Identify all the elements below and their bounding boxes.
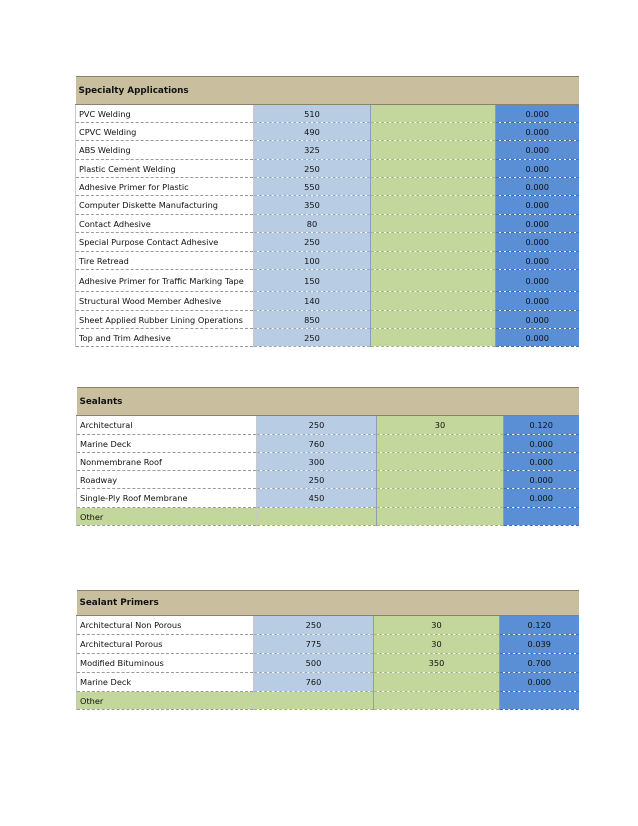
value-cell-3: 0.120 — [504, 416, 579, 435]
value-cell-1 — [257, 508, 377, 526]
value-cell-1: 490 — [254, 123, 371, 141]
value-cell-2: 350 — [374, 654, 500, 673]
value-cell-1: 775 — [254, 635, 374, 654]
value-cell-3: 0.000 — [496, 196, 579, 215]
value-cell-2 — [377, 489, 504, 508]
specialty-applications-table — [75, 76, 579, 347]
value-cell-1 — [254, 692, 374, 710]
value-cell-1: 350 — [254, 196, 371, 215]
value-cell-2 — [374, 692, 500, 710]
row-label: Roadway — [77, 471, 257, 489]
table-row — [76, 270, 579, 292]
value-cell-1: 850 — [254, 311, 371, 329]
value-cell-3 — [500, 692, 579, 710]
value-cell-2 — [371, 123, 496, 141]
row-label: Contact Adhesive — [76, 215, 254, 233]
row-label: PVC Welding — [76, 105, 254, 123]
table-row — [77, 673, 579, 692]
value-cell-3: 0.000 — [496, 123, 579, 141]
value-cell-2 — [377, 435, 504, 453]
sealants-table — [76, 387, 579, 526]
value-cell-3: 0.000 — [504, 471, 579, 489]
value-cell-3 — [504, 508, 579, 526]
value-cell-1: 510 — [254, 105, 371, 123]
table-row — [77, 616, 579, 635]
row-label: Architectural — [77, 416, 257, 435]
value-cell-1: 760 — [254, 673, 374, 692]
row-label: Adhesive Primer for Plastic — [76, 178, 254, 196]
value-cell-2 — [377, 508, 504, 526]
table-row — [77, 654, 579, 673]
value-cell-1: 500 — [254, 654, 374, 673]
row-label: Marine Deck — [77, 435, 257, 453]
section-header — [77, 591, 579, 616]
value-cell-3: 0.000 — [500, 673, 579, 692]
value-cell-3: 0.120 — [500, 616, 579, 635]
row-label: Adhesive Primer for Traffic Marking Tape — [76, 270, 254, 292]
table-row — [76, 141, 579, 160]
row-label: Nonmembrane Roof — [77, 453, 257, 471]
table-row — [77, 635, 579, 654]
row-label: Structural Wood Member Adhesive — [76, 292, 254, 311]
value-cell-3: 0.000 — [496, 252, 579, 270]
value-cell-3: 0.000 — [496, 292, 579, 311]
value-cell-3: 0.000 — [496, 233, 579, 252]
row-label: Tire Retread — [76, 252, 254, 270]
table-row — [76, 233, 579, 252]
value-cell-1: 325 — [254, 141, 371, 160]
value-cell-2 — [371, 141, 496, 160]
value-cell-2 — [371, 196, 496, 215]
value-cell-2 — [371, 105, 496, 123]
table-row — [77, 416, 579, 435]
value-cell-2 — [374, 673, 500, 692]
value-cell-2 — [371, 178, 496, 196]
row-label: Special Purpose Contact Adhesive — [76, 233, 254, 252]
value-cell-3: 0.000 — [504, 453, 579, 471]
value-cell-2: 30 — [374, 635, 500, 654]
section-header — [77, 388, 579, 416]
table-row — [77, 508, 579, 526]
value-cell-2 — [371, 215, 496, 233]
value-cell-1: 250 — [254, 160, 371, 178]
table-row — [76, 178, 579, 196]
value-cell-1: 250 — [254, 616, 374, 635]
value-cell-2 — [371, 252, 496, 270]
value-cell-3: 0.000 — [496, 311, 579, 329]
value-cell-2 — [371, 270, 496, 292]
row-label: CPVC Welding — [76, 123, 254, 141]
value-cell-3: 0.000 — [504, 435, 579, 453]
value-cell-1: 760 — [257, 435, 377, 453]
section-title: Sealants — [77, 388, 579, 416]
value-cell-1: 80 — [254, 215, 371, 233]
value-cell-3: 0.700 — [500, 654, 579, 673]
value-cell-2 — [371, 160, 496, 178]
value-cell-1: 250 — [254, 329, 371, 347]
table-row — [77, 435, 579, 453]
table-row — [76, 329, 579, 347]
value-cell-3: 0.000 — [496, 329, 579, 347]
value-cell-1: 140 — [254, 292, 371, 311]
table-row — [77, 471, 579, 489]
value-cell-3: 0.000 — [496, 270, 579, 292]
value-cell-2 — [377, 471, 504, 489]
row-label: Computer Diskette Manufacturing — [76, 196, 254, 215]
table-row — [77, 692, 579, 710]
table-row — [76, 105, 579, 123]
value-cell-2 — [371, 329, 496, 347]
value-cell-1: 150 — [254, 270, 371, 292]
value-cell-2 — [377, 453, 504, 471]
value-cell-1: 250 — [254, 233, 371, 252]
value-cell-3: 0.000 — [496, 105, 579, 123]
value-cell-2: 30 — [374, 616, 500, 635]
row-label: Architectural Porous — [77, 635, 254, 654]
section-title: Specialty Applications — [76, 77, 579, 105]
value-cell-3: 0.000 — [496, 215, 579, 233]
value-cell-1: 550 — [254, 178, 371, 196]
sealant-primers-table — [76, 590, 579, 710]
row-label: Modified Bituminous — [77, 654, 254, 673]
value-cell-2 — [371, 292, 496, 311]
value-cell-1: 300 — [257, 453, 377, 471]
row-label: Other — [77, 508, 257, 526]
row-label: ABS Welding — [76, 141, 254, 160]
row-label: Single-Ply Roof Membrane — [77, 489, 257, 508]
value-cell-3: 0.000 — [496, 160, 579, 178]
row-label: Marine Deck — [77, 673, 254, 692]
row-label: Architectural Non Porous — [77, 616, 254, 635]
row-label: Other — [77, 692, 254, 710]
table-row — [76, 215, 579, 233]
table-row — [76, 196, 579, 215]
table-row — [76, 123, 579, 141]
table-row — [76, 311, 579, 329]
value-cell-2 — [371, 233, 496, 252]
section-title: Sealant Primers — [77, 591, 579, 616]
value-cell-1: 250 — [257, 471, 377, 489]
value-cell-1: 250 — [257, 416, 377, 435]
value-cell-1: 450 — [257, 489, 377, 508]
value-cell-2: 30 — [377, 416, 504, 435]
table-row — [76, 252, 579, 270]
value-cell-3: 0.000 — [496, 178, 579, 196]
row-label: Top and Trim Adhesive — [76, 329, 254, 347]
table-row — [77, 453, 579, 471]
row-label: Sheet Applied Rubber Lining Operations — [76, 311, 254, 329]
table-row — [77, 489, 579, 508]
value-cell-1: 100 — [254, 252, 371, 270]
table-row — [76, 160, 579, 178]
section-header — [76, 77, 579, 105]
value-cell-3: 0.039 — [500, 635, 579, 654]
value-cell-2 — [371, 311, 496, 329]
value-cell-3: 0.000 — [496, 141, 579, 160]
table-row — [76, 292, 579, 311]
value-cell-3: 0.000 — [504, 489, 579, 508]
row-label: Plastic Cement Welding — [76, 160, 254, 178]
